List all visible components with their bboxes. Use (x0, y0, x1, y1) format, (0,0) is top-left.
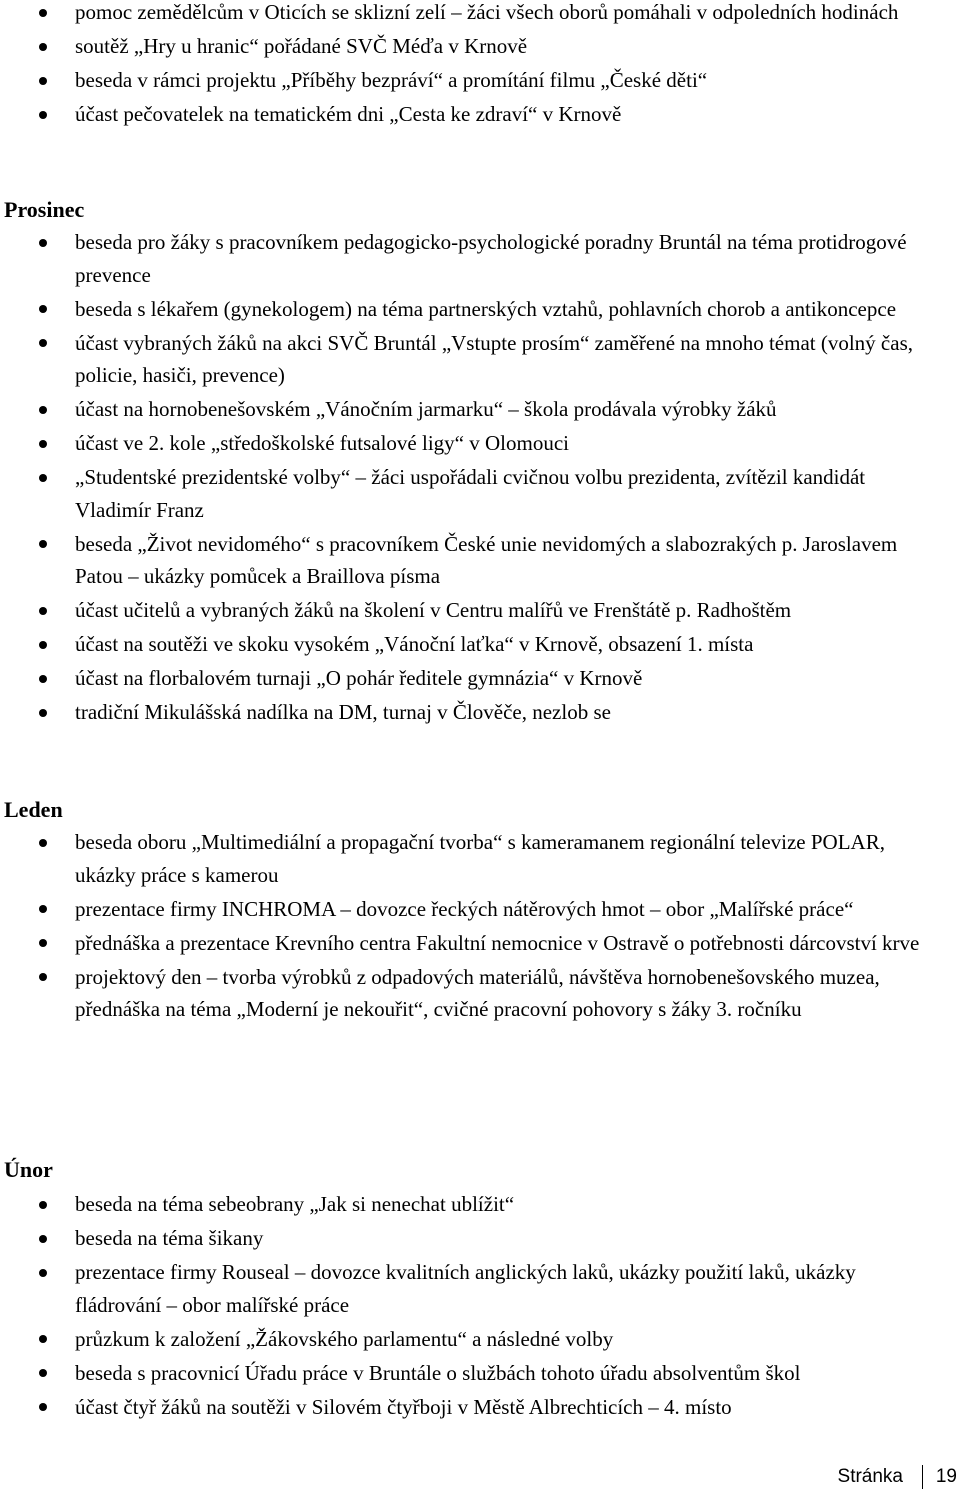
list-item (0, 662, 960, 695)
list-item (0, 98, 960, 131)
list-item-text: účast na florbalovém turnaji „O pohár ředitele gymnázia“ v Krnově (75, 666, 643, 690)
bullet-icon (39, 440, 47, 448)
intro-list (0, 0, 960, 132)
list-item-text: prezentace firmy INCHROMA – dovozce řeckých nátěrových hmot – obor „Malířské práce“ (75, 896, 854, 921)
bullet-icon (39, 305, 47, 313)
bullet-icon (39, 607, 47, 615)
list-item (0, 1323, 960, 1356)
list-item-text: pomoc zemědělcům v Oticích se sklizní zelí – žáci všech oborů pomáhali v odpoledních hodinách (75, 0, 899, 24)
list-item-text: účast ve 2. kole „středoškolské futsalové ligy“ v Olomouci (75, 431, 569, 455)
list-item-text: účast pečovatelek na tematickém dni „Cesta ke zdraví“ v Krnově (75, 102, 622, 126)
list-item-text: beseda pro žáky s pracovníkem pedagogicko-psychologické poradny Bruntál na téma protidrogové prevence (75, 230, 907, 287)
bullet-icon (39, 111, 47, 119)
list-item (0, 30, 960, 63)
list-item (0, 628, 960, 661)
list-item-text: beseda na téma šikany (75, 1226, 264, 1250)
bullet-icon (39, 709, 47, 717)
list-item-text: soutěž „Hry u hranic“ pořádané SVČ Méďa v Krnově (75, 34, 528, 58)
prosinec-list (0, 226, 960, 730)
list-item (0, 64, 960, 97)
bullet-icon (39, 406, 47, 414)
bullet-icon (39, 675, 47, 683)
list-item (0, 393, 960, 426)
list-item-text: účast na hornobenešovském „Vánočním jarmarku“ – škola prodávala výrobky žáků (75, 397, 777, 421)
bullet-icon (39, 9, 47, 17)
page-label: Stránka (837, 1466, 903, 1487)
bullet-icon (39, 1369, 47, 1377)
list-item (0, 327, 960, 392)
bullet-icon (39, 905, 47, 913)
list-item (0, 1222, 960, 1255)
section-heading-leden: Leden (4, 797, 63, 822)
unor-list (0, 1188, 960, 1425)
bullet-icon (39, 43, 47, 51)
list-item-text: průzkum k založení „Žákovského parlamentu“ a následné volby (75, 1326, 614, 1351)
section-heading-prosinec: Prosinec (4, 197, 85, 222)
page-footer (780, 1462, 960, 1491)
footer-divider (922, 1465, 923, 1489)
list-item (0, 927, 960, 960)
list-item (0, 1188, 960, 1221)
list-item (0, 696, 960, 729)
list-item-text: beseda „Život nevidomého“ s pracovníkem České unie nevidomých a slabozrakých p. Jaroslavem Patou – ukázky pomůcek a Braillova písma (75, 531, 898, 588)
list-item-text: přednáška a prezentace Krevního centra Fakultní nemocnice v Ostravě o potřebnosti dárcovství krve (75, 930, 920, 955)
leden-list (0, 826, 960, 1027)
bullet-icon (39, 1403, 47, 1411)
page-number: 19 (935, 1466, 957, 1487)
list-item-text: účast učitelů a vybraných žáků na školení v Centru malířů ve Frenštátě p. Radhoštěm (75, 598, 792, 622)
list-item (0, 961, 960, 1026)
bullet-icon (39, 1335, 47, 1343)
list-item (0, 427, 960, 460)
list-item (0, 528, 960, 593)
bullet-icon (39, 474, 47, 482)
list-item-text: beseda oboru „Multimediální a propagační tvorba“ s kameramanem regionální televize POLAR, ukázky práce s kamerou (75, 830, 885, 887)
list-item-text: beseda v rámci projektu „Příběhy bezpráví“ a promítání filmu „České děti“ (75, 68, 708, 92)
list-item (0, 0, 960, 29)
list-item-text: tradiční Mikulášská nadílka na DM, turnaj v Člověče, nezlob se (75, 700, 611, 724)
section-heading-unor: Únor (4, 1157, 53, 1182)
list-item-text: beseda na téma sebeobrany „Jak si nenechat ublížit“ (75, 1192, 515, 1216)
bullet-icon (39, 641, 47, 649)
list-item (0, 893, 960, 926)
list-item-text: projektový den – tvorba výrobků z odpadových materiálů, návštěva hornobenešovského muzea, přednáška na téma „Moderní je nekouřit“, cvičné pracovní pohovory s žáky 3. ročníku (75, 964, 880, 1021)
list-item (0, 226, 960, 291)
list-item (0, 1391, 960, 1424)
list-item-text: „Studentské prezidentské volby“ – žáci uspořádali cvičnou volbu prezidenta, zvítězil kandidát Vladimír Franz (75, 465, 866, 522)
list-item-text: účast vybraných žáků na akci SVČ Bruntál „Vstupte prosím“ zaměřené na mnoho témat (volný čas, policie, hasiči, prevence) (75, 330, 913, 387)
bullet-icon (39, 1235, 47, 1243)
bullet-icon (39, 540, 47, 548)
bullet-icon (39, 839, 47, 847)
bullet-icon (39, 939, 47, 947)
list-item (0, 1357, 960, 1390)
list-item (0, 461, 960, 526)
list-item-text: beseda s pracovnicí Úřadu práce v Bruntále o službách tohoto úřadu absolventům škol (75, 1360, 801, 1385)
list-item-text: účast čtyř žáků na soutěži v Silovém čtyřboji v Městě Albrechticích – 4. místo (75, 1394, 732, 1419)
list-item-text: účast na soutěži ve skoku vysokém „Vánoční laťka“ v Krnově, obsazení 1. místa (75, 632, 754, 656)
list-item (0, 826, 960, 891)
list-item (0, 594, 960, 627)
list-item-text: prezentace firmy Rouseal – dovozce kvalitních anglických laků, ukázky použití laků, ukázky fládrování – obor malířské práce (75, 1260, 856, 1317)
bullet-icon (39, 1269, 47, 1277)
bullet-icon (39, 77, 47, 85)
bullet-icon (39, 339, 47, 347)
list-item-text: beseda s lékařem (gynekologem) na téma partnerských vztahů, pohlavních chorob a antikoncepce (75, 296, 897, 321)
list-item (0, 1256, 960, 1321)
bullet-icon (39, 973, 47, 981)
list-item (0, 293, 960, 326)
bullet-icon (39, 239, 47, 247)
bullet-icon (39, 1201, 47, 1209)
